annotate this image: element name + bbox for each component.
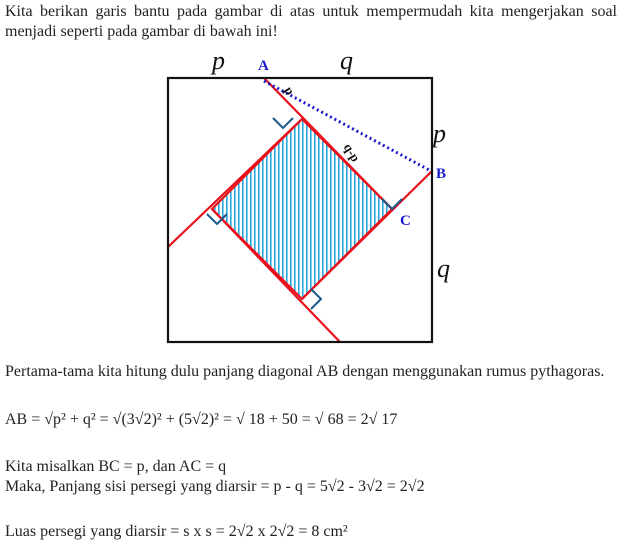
right-angle-mark	[273, 118, 293, 128]
point-c: C	[400, 213, 411, 229]
geometry-figure	[150, 50, 450, 350]
label-top-p: p	[212, 50, 225, 75]
label-top-q: q	[340, 50, 353, 75]
luas-result: Luas persegi yang diarsir = s x s = 2√2 x 2√2 = 8 cm²	[5, 523, 348, 540]
label-right-q: q	[437, 254, 450, 283]
point-a: A	[258, 58, 269, 74]
intro-paragraph: Kita berikan garis bantu pada gambar di atas untuk mempermudah kita mengerjakan soal menjadi seperti pada gambar di bawah ini!	[5, 3, 617, 40]
line-bc-ac: Kita misalkan BC = p, dan AC = q	[5, 458, 227, 475]
formula-ab: AB = √p² + q² = √(3√2)² + (5√2)² = √ 18 + 50 = √ 68 = 2√ 17	[5, 411, 398, 428]
point-b: B	[436, 166, 447, 182]
right-angle-mark	[311, 289, 321, 309]
segment-p-label: p	[281, 83, 298, 98]
label-right-p: p	[433, 119, 446, 148]
shaded-square	[212, 119, 392, 299]
line-maka: Maka, Panjang sisi persegi yang diarsir = p - q = 5√2 - 3√2 = 2√2	[5, 478, 425, 495]
segment-qp-label: q-p	[340, 140, 364, 165]
paragraph-pythagoras: Pertama-tama kita hitung dulu panjang diagonal AB dengan menggunakan rumus pythagoras.	[5, 363, 605, 380]
